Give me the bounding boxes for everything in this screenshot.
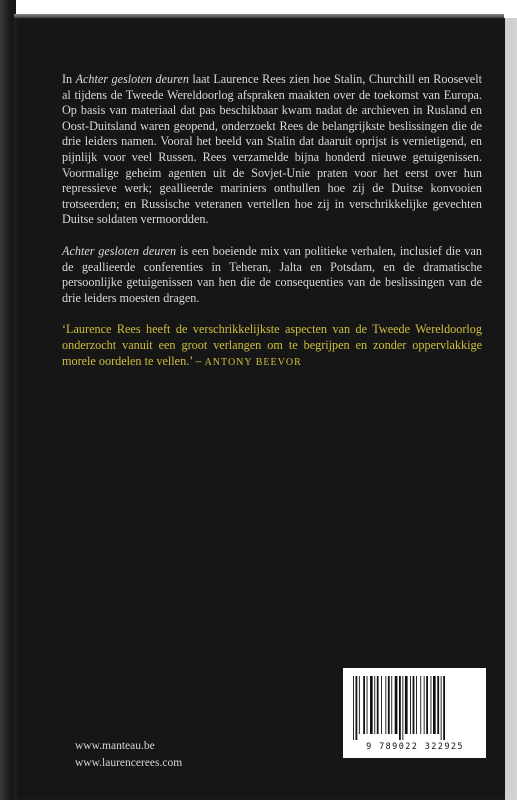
book-title-inline: Achter gesloten deuren <box>75 72 189 86</box>
review-quote-author: ANTONY BEEVOR <box>204 356 302 368</box>
blurb-text <box>62 72 482 386</box>
blurb-paragraph-2 <box>62 244 482 306</box>
book-title-inline: Achter gesloten deuren <box>62 243 177 258</box>
author-website-link[interactable]: www.laurencerees.com <box>75 757 183 769</box>
blurb-paragraph-2-text: is een boeiende mix van politieke verhalen, inclusief die van de geallieerde conferenties in Teheran, Jalta en Potsdam, en de dramatische persoonlijke getuigenissen van hen die de consequenties van de beslissingen van de drie leiders moesten dragen. <box>62 243 483 305</box>
blurb-paragraph-1-text: laat Laurence Rees zien hoe Stalin, Churchill en Roosevelt al tijdens de Tweede Wereldoorlog afspraken maakten over de toekomst van Europa. Op basis van materiaal dat pas beschikbaar kwam nadat de archieven in Rusland en Oost-Duitsland waren geopend, onderzoekt Rees de belangrijkste beslissingen die de drie leiders namen. Vooral het beeld van Stalin dat daaruit oprijst is vernietigend, en pijnlijk voor veel Russen. Rees verzamelde bijna honderd nieuwe getuigenissen. Voormalige geheim agenten uit de Sovjet-Unie praten voor het eerst over hun repressieve werk; geallieerde mariniers onthullen hoe zij de Duitse konvooien trotseerden; en Russische veteranen vertellen hoe zij in verschrikkelijke gevechten Duitse soldaten vermoordden. <box>62 72 482 227</box>
publisher-website-link[interactable]: www.manteau.be <box>75 740 155 752</box>
barcode <box>343 668 486 758</box>
barcode-digits: 9 789022 322925 <box>366 742 464 752</box>
barcode-bars-icon <box>353 676 476 740</box>
blurb-paragraph-1 <box>62 72 482 228</box>
review-quote-text: ‘Laurence Rees heeft de verschrikkelijkste aspecten van de Tweede Wereldoorlog onderzocht vanuit een groot verlangen om te begrijpen en zonder oppervlakkige morele oordelen te vellen.’ – <box>62 322 482 368</box>
review-quote <box>62 322 482 370</box>
websites <box>75 738 182 772</box>
blurb-prefix: In <box>62 72 76 86</box>
page-edge <box>505 18 517 800</box>
